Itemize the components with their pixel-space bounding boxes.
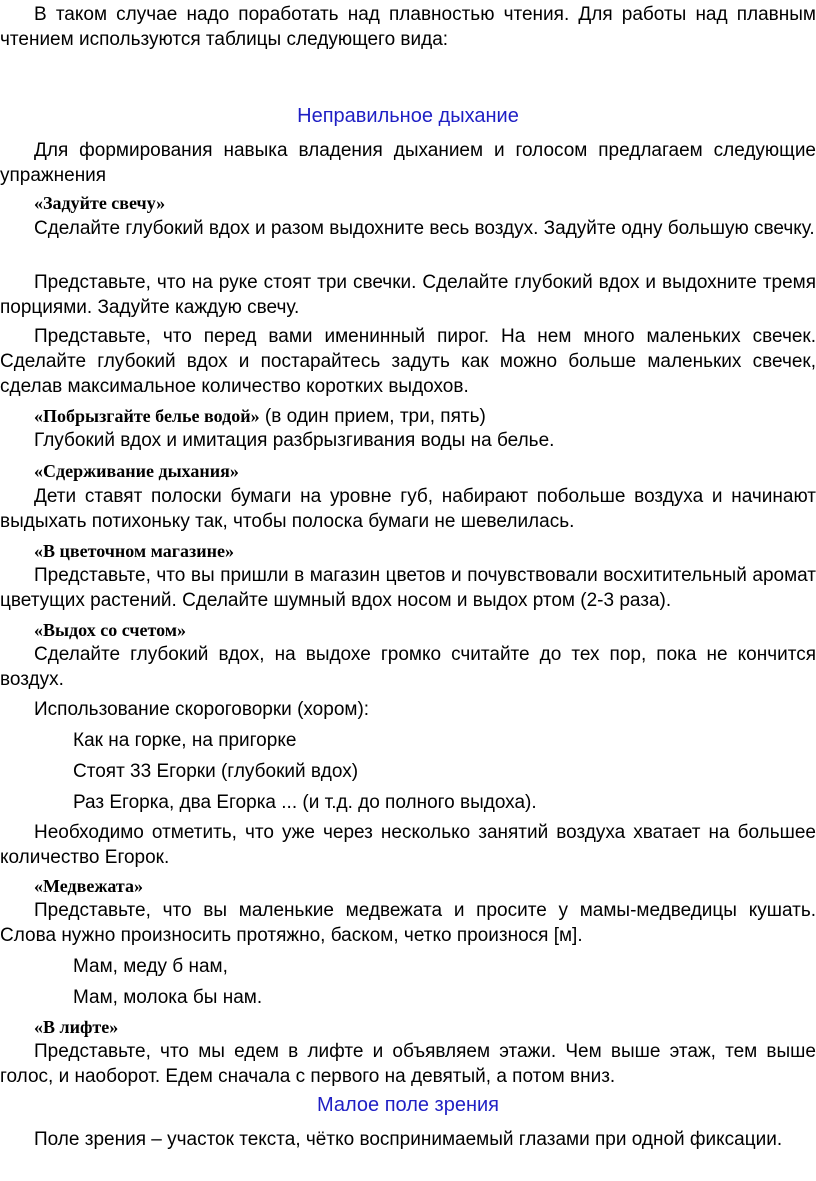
exercise-candle-block-3: [0, 324, 816, 399]
exercise-count-block-3: [0, 820, 816, 870]
exercise-candle-p2: Представьте, что на руке стоят три свечки. Сделайте глубокий вдох и выдохните тремя порциями. Задуйте каждую свечу.: [0, 272, 816, 318]
exercise-elevator-p1: Представьте, что мы едем в лифте и объявляем этажи. Чем выше этаж, тем выше голос, и наоборот. Едем сначала с первого на девятый, а потом вниз.: [0, 1041, 816, 1087]
exercise-bear-cubs-p1: Представьте, что вы маленькие медвежата и просите у мамы-медведицы кушать. Слова нужно произносить протяжно, баском, четко произнося [м].: [0, 900, 816, 946]
exercise-laundry-block: [0, 428, 816, 453]
exercise-title-laundry: [34, 404, 486, 429]
exercise-hold-breath-p1: Дети ставят полоски бумаги на уровне губ, набирают побольше воздуха и начинают выдыхать потихоньку так, чтобы полоска бумаги не шевелилась.: [0, 486, 816, 532]
bear-verse-line-1: Мам, меду б нам,: [73, 956, 228, 977]
exercise-flower-shop-p1: Представьте, что вы пришли в магазин цветов и почувствовали восхитительный аромат цветущих растений. Сделайте шумный вдох носом и выдох ртом (2-3 раза).: [0, 565, 816, 611]
tongue-twister-line-1: Как на горке, на пригорке: [73, 730, 297, 751]
exercise-title-candle: «Задуйте свечу»: [34, 193, 166, 213]
exercise-title-bear-cubs: «Медвежата»: [34, 876, 143, 896]
exercise-count-p1: Сделайте глубокий вдох, на выдохе громко считайте до тех пор, пока не кончится воздух.: [0, 644, 816, 690]
exercise-elevator-block: [0, 1039, 816, 1089]
exercise-candle-p1: Сделайте глубокий вдох и разом выдохните весь воздух. Задуйте одну большую свечку.: [34, 218, 815, 239]
section1-intro-block: [0, 138, 816, 188]
exercise-hold-breath-block: [0, 484, 816, 534]
exercise-title-laundry-text: «Побрызгайте белье водой»: [34, 406, 260, 426]
exercise-count-block: [0, 642, 816, 692]
exercise-laundry-p1: Глубокий вдох и имитация разбрызгивания воды на белье.: [34, 430, 555, 451]
intro-paragraph: В таком случае надо поработать над плавностью чтения. Для работы над плавным чтением используются таблицы следующего вида:: [0, 4, 816, 50]
exercise-flower-shop-block: [0, 563, 816, 613]
exercise-title-flower-shop: «В цветочном магазине»: [34, 541, 234, 561]
exercise-laundry-note: (в один прием, три, пять): [259, 406, 486, 427]
section2-intro-paragraph: Поле зрения – участок текста, чётко воспринимаемый глазами при одной фиксации.: [34, 1129, 783, 1150]
section-title-field-of-view: Малое поле зрения: [316, 1094, 500, 1116]
exercise-count-block-2: [0, 697, 816, 722]
tongue-twister-line-2: Стоят 33 Егорки (глубокий вдох): [73, 761, 359, 782]
tongue-twister-line-3: Раз Егорка, два Егорка ... (и т.д. до полного выдоха).: [73, 792, 537, 813]
bear-verse-line-2: Мам, молока бы нам.: [73, 987, 263, 1008]
exercise-count-p2: Использование скороговорки (хором):: [34, 699, 370, 720]
section2-intro-block: [0, 1127, 816, 1152]
exercise-candle-block-2: [0, 270, 816, 320]
exercise-candle-p3: Представьте, что перед вами именинный пирог. На нем много маленьких свечек. Сделайте глубокий вдох и постарайтесь задуть как можно больше маленьких свечек, сделав максимальное количество коротких выдохов.: [0, 326, 816, 397]
section-title-breathing: Неправильное дыхание: [297, 105, 519, 127]
exercise-title-hold-breath: «Сдерживание дыхания»: [34, 461, 239, 481]
exercise-count-p3: Необходимо отметить, что уже через несколько занятий воздуха хватает на большее количество Егорок.: [0, 822, 816, 868]
exercise-title-count: «Выдох со счетом»: [34, 620, 186, 640]
exercise-candle-block: [0, 216, 816, 241]
section1-intro-paragraph: Для формирования навыка владения дыханием и голосом предлагаем следующие упражнения: [0, 140, 816, 186]
exercise-bear-cubs-block: [0, 898, 816, 948]
intro-block: [0, 2, 816, 52]
exercise-title-elevator: «В лифте»: [34, 1017, 119, 1037]
